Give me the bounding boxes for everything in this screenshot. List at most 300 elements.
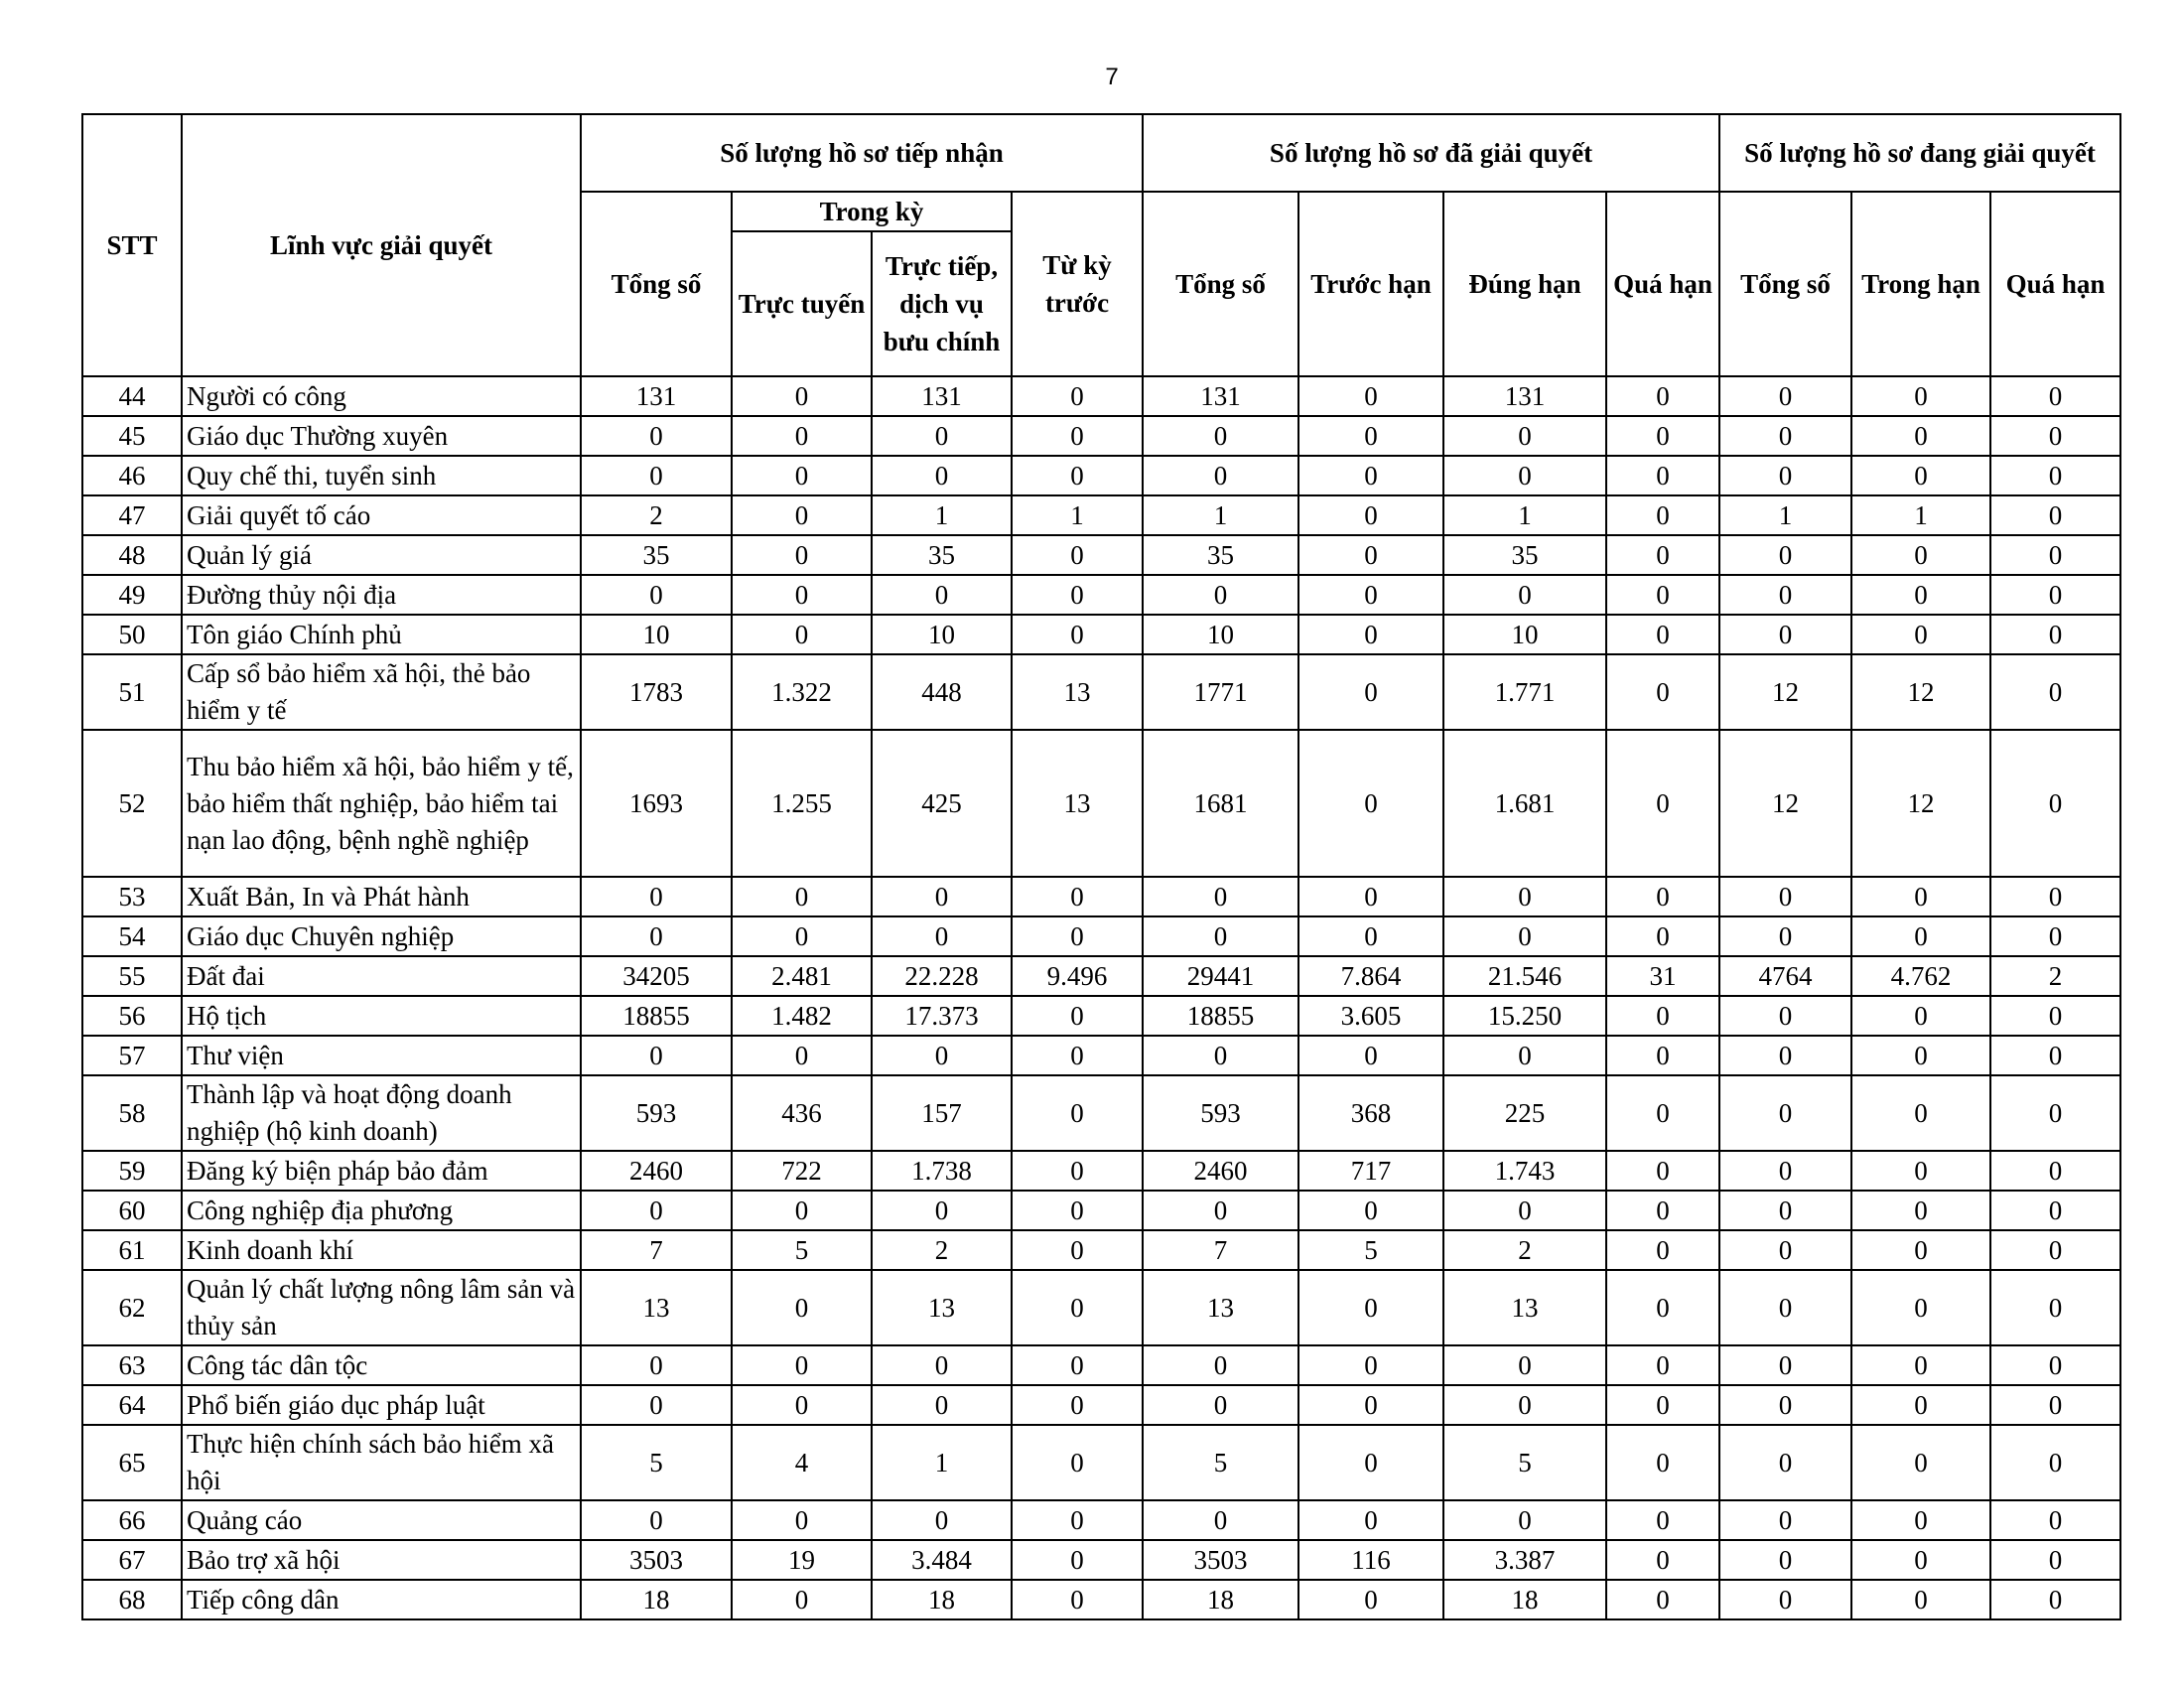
cell-from-previous: 1 <box>1012 495 1143 535</box>
cell-online: 19 <box>732 1540 872 1580</box>
cell-on-time: 0 <box>1443 916 1606 956</box>
cell-pending-overdue: 0 <box>1990 1500 2120 1540</box>
cell-resolved-total: 3503 <box>1143 1540 1298 1580</box>
cell-received-total: 18 <box>581 1580 732 1619</box>
table-row <box>82 916 2120 956</box>
cell-within-deadline: 4.762 <box>1851 956 1990 996</box>
cell-stt: 46 <box>82 456 182 495</box>
cell-stt: 60 <box>82 1191 182 1230</box>
cell-online: 0 <box>732 1036 872 1075</box>
cell-online: 0 <box>732 877 872 916</box>
cell-direct-postal: 10 <box>872 615 1012 654</box>
cell-online: 0 <box>732 535 872 575</box>
table-body <box>82 376 2120 1619</box>
cell-online: 0 <box>732 1270 872 1345</box>
cell-pending-overdue: 0 <box>1990 1075 2120 1151</box>
cell-on-time: 5 <box>1443 1425 1606 1500</box>
cell-field: Người có công <box>182 376 581 416</box>
cell-from-previous: 0 <box>1012 1230 1143 1270</box>
cell-direct-postal: 0 <box>872 916 1012 956</box>
cell-resolved-total: 0 <box>1143 877 1298 916</box>
cell-stt: 48 <box>82 535 182 575</box>
cell-online: 0 <box>732 916 872 956</box>
cell-on-time: 21.546 <box>1443 956 1606 996</box>
cell-overdue: 0 <box>1606 1580 1719 1619</box>
cell-resolved-total: 0 <box>1143 916 1298 956</box>
cell-stt: 64 <box>82 1385 182 1425</box>
cell-on-time: 1.681 <box>1443 730 1606 877</box>
cell-from-previous: 0 <box>1012 1500 1143 1540</box>
cell-online: 2.481 <box>732 956 872 996</box>
cell-overdue: 0 <box>1606 575 1719 615</box>
cell-on-time: 35 <box>1443 535 1606 575</box>
cell-resolved-total: 593 <box>1143 1075 1298 1151</box>
cell-on-time: 131 <box>1443 376 1606 416</box>
cell-online: 0 <box>732 1500 872 1540</box>
cell-field: Thư viện <box>182 1036 581 1075</box>
cell-from-previous: 0 <box>1012 1345 1143 1385</box>
cell-pending-total: 4764 <box>1719 956 1851 996</box>
cell-before-deadline: 116 <box>1298 1540 1443 1580</box>
table-row <box>82 956 2120 996</box>
cell-resolved-total: 18855 <box>1143 996 1298 1036</box>
cell-online: 0 <box>732 456 872 495</box>
cell-pending-total: 0 <box>1719 1191 1851 1230</box>
cell-from-previous: 13 <box>1012 730 1143 877</box>
cell-pending-total: 0 <box>1719 456 1851 495</box>
cell-on-time: 0 <box>1443 1345 1606 1385</box>
cell-within-deadline: 0 <box>1851 877 1990 916</box>
cell-resolved-total: 35 <box>1143 535 1298 575</box>
cell-resolved-total: 0 <box>1143 1345 1298 1385</box>
cell-pending-total: 0 <box>1719 1345 1851 1385</box>
cell-resolved-total: 0 <box>1143 1385 1298 1425</box>
cell-stt: 44 <box>82 376 182 416</box>
cell-overdue: 0 <box>1606 376 1719 416</box>
cell-field: Tiếp công dân <box>182 1580 581 1619</box>
cell-pending-total: 0 <box>1719 1036 1851 1075</box>
cell-from-previous: 0 <box>1012 1191 1143 1230</box>
cell-from-previous: 0 <box>1012 1036 1143 1075</box>
cell-on-time: 1.743 <box>1443 1151 1606 1191</box>
cell-within-deadline: 12 <box>1851 730 1990 877</box>
cell-on-time: 0 <box>1443 1191 1606 1230</box>
cell-on-time: 15.250 <box>1443 996 1606 1036</box>
cell-on-time: 13 <box>1443 1270 1606 1345</box>
cell-on-time: 0 <box>1443 456 1606 495</box>
cell-field: Quy chế thi, tuyển sinh <box>182 456 581 495</box>
cell-within-deadline: 0 <box>1851 1345 1990 1385</box>
cell-pending-overdue: 0 <box>1990 654 2120 730</box>
cell-stt: 53 <box>82 877 182 916</box>
cell-field: Giáo dục Thường xuyên <box>182 416 581 456</box>
cell-online: 4 <box>732 1425 872 1500</box>
cell-pending-overdue: 0 <box>1990 1540 2120 1580</box>
header-resolved-total: Tổng số <box>1143 192 1298 376</box>
cell-pending-total: 0 <box>1719 535 1851 575</box>
cell-pending-total: 0 <box>1719 1580 1851 1619</box>
cell-overdue: 0 <box>1606 1270 1719 1345</box>
cell-on-time: 0 <box>1443 575 1606 615</box>
cell-before-deadline: 0 <box>1298 535 1443 575</box>
cell-before-deadline: 0 <box>1298 456 1443 495</box>
cell-online: 0 <box>732 495 872 535</box>
cell-within-deadline: 0 <box>1851 1500 1990 1540</box>
cell-on-time: 0 <box>1443 1500 1606 1540</box>
cell-pending-overdue: 0 <box>1990 1036 2120 1075</box>
cell-received-total: 0 <box>581 1191 732 1230</box>
cell-on-time: 3.387 <box>1443 1540 1606 1580</box>
cell-before-deadline: 0 <box>1298 495 1443 535</box>
cell-stt: 52 <box>82 730 182 877</box>
cell-field: Thu bảo hiểm xã hội, bảo hiểm y tế, bảo hiểm thất nghiệp, bảo hiểm tai nạn lao động, bệnh nghề nghiệp <box>182 730 581 877</box>
cell-field: Đường thủy nội địa <box>182 575 581 615</box>
cell-online: 1.482 <box>732 996 872 1036</box>
cell-received-total: 0 <box>581 1500 732 1540</box>
cell-stt: 56 <box>82 996 182 1036</box>
cell-overdue: 0 <box>1606 1385 1719 1425</box>
table-row <box>82 996 2120 1036</box>
cell-within-deadline: 0 <box>1851 1270 1990 1345</box>
cell-pending-total: 0 <box>1719 1230 1851 1270</box>
cell-on-time: 1 <box>1443 495 1606 535</box>
cell-within-deadline: 0 <box>1851 1036 1990 1075</box>
cell-before-deadline: 0 <box>1298 1270 1443 1345</box>
cell-received-total: 0 <box>581 1385 732 1425</box>
cell-received-total: 10 <box>581 615 732 654</box>
cell-pending-overdue: 0 <box>1990 916 2120 956</box>
cell-received-total: 0 <box>581 1036 732 1075</box>
cell-stt: 57 <box>82 1036 182 1075</box>
table-row <box>82 1540 2120 1580</box>
cell-field: Cấp sổ bảo hiểm xã hội, thẻ bảo hiểm y tế <box>182 654 581 730</box>
cell-before-deadline: 0 <box>1298 1580 1443 1619</box>
table-header <box>82 114 2120 376</box>
cell-pending-total: 0 <box>1719 1385 1851 1425</box>
cell-direct-postal: 13 <box>872 1270 1012 1345</box>
cell-within-deadline: 0 <box>1851 1540 1990 1580</box>
cell-field: Đăng ký biện pháp bảo đảm <box>182 1151 581 1191</box>
table-row <box>82 1191 2120 1230</box>
cell-from-previous: 0 <box>1012 1270 1143 1345</box>
cell-field: Bảo trợ xã hội <box>182 1540 581 1580</box>
header-resolved-group: Số lượng hồ sơ đã giải quyết <box>1143 114 1719 192</box>
table-row <box>82 615 2120 654</box>
cell-pending-overdue: 0 <box>1990 1580 2120 1619</box>
header-overdue: Quá hạn <box>1606 192 1719 376</box>
cell-direct-postal: 0 <box>872 416 1012 456</box>
cell-within-deadline: 0 <box>1851 376 1990 416</box>
cell-on-time: 18 <box>1443 1580 1606 1619</box>
table-row <box>82 877 2120 916</box>
table-row <box>82 730 2120 877</box>
cell-direct-postal: 0 <box>872 1345 1012 1385</box>
cell-stt: 68 <box>82 1580 182 1619</box>
cell-before-deadline: 0 <box>1298 376 1443 416</box>
cell-stt: 58 <box>82 1075 182 1151</box>
cell-stt: 61 <box>82 1230 182 1270</box>
cell-overdue: 0 <box>1606 1075 1719 1151</box>
table-row <box>82 416 2120 456</box>
cell-from-previous: 0 <box>1012 1580 1143 1619</box>
cell-pending-overdue: 0 <box>1990 456 2120 495</box>
cell-resolved-total: 0 <box>1143 416 1298 456</box>
cell-before-deadline: 0 <box>1298 1425 1443 1500</box>
cell-field: Công tác dân tộc <box>182 1345 581 1385</box>
cell-online: 436 <box>732 1075 872 1151</box>
cell-pending-total: 0 <box>1719 877 1851 916</box>
records-table <box>81 113 2121 1620</box>
cell-direct-postal: 157 <box>872 1075 1012 1151</box>
cell-within-deadline: 0 <box>1851 1580 1990 1619</box>
cell-received-total: 0 <box>581 916 732 956</box>
cell-from-previous: 0 <box>1012 1425 1143 1500</box>
cell-field: Giải quyết tố cáo <box>182 495 581 535</box>
cell-from-previous: 13 <box>1012 654 1143 730</box>
cell-before-deadline: 0 <box>1298 1500 1443 1540</box>
cell-pending-overdue: 0 <box>1990 996 2120 1036</box>
header-received-total: Tổng số <box>581 192 732 376</box>
cell-overdue: 0 <box>1606 1500 1719 1540</box>
cell-overdue: 0 <box>1606 730 1719 877</box>
cell-from-previous: 0 <box>1012 916 1143 956</box>
cell-from-previous: 0 <box>1012 456 1143 495</box>
cell-overdue: 0 <box>1606 1425 1719 1500</box>
cell-pending-overdue: 0 <box>1990 495 2120 535</box>
cell-on-time: 1.771 <box>1443 654 1606 730</box>
cell-online: 5 <box>732 1230 872 1270</box>
cell-resolved-total: 2460 <box>1143 1151 1298 1191</box>
header-pending-total: Tổng số <box>1719 192 1851 376</box>
cell-stt: 54 <box>82 916 182 956</box>
cell-resolved-total: 0 <box>1143 575 1298 615</box>
cell-received-total: 35 <box>581 535 732 575</box>
table-row <box>82 535 2120 575</box>
cell-from-previous: 0 <box>1012 877 1143 916</box>
cell-before-deadline: 0 <box>1298 1191 1443 1230</box>
cell-on-time: 0 <box>1443 1385 1606 1425</box>
cell-pending-total: 12 <box>1719 654 1851 730</box>
cell-received-total: 5 <box>581 1425 732 1500</box>
cell-before-deadline: 3.605 <box>1298 996 1443 1036</box>
cell-within-deadline: 0 <box>1851 416 1990 456</box>
header-in-period: Trong kỳ <box>732 192 1012 231</box>
cell-overdue: 0 <box>1606 654 1719 730</box>
cell-pending-total: 12 <box>1719 730 1851 877</box>
cell-before-deadline: 0 <box>1298 1036 1443 1075</box>
cell-direct-postal: 448 <box>872 654 1012 730</box>
cell-direct-postal: 1.738 <box>872 1151 1012 1191</box>
cell-from-previous: 0 <box>1012 1151 1143 1191</box>
cell-from-previous: 0 <box>1012 416 1143 456</box>
cell-received-total: 0 <box>581 575 732 615</box>
cell-before-deadline: 0 <box>1298 416 1443 456</box>
cell-pending-overdue: 2 <box>1990 956 2120 996</box>
cell-direct-postal: 425 <box>872 730 1012 877</box>
cell-on-time: 225 <box>1443 1075 1606 1151</box>
cell-pending-overdue: 0 <box>1990 1191 2120 1230</box>
cell-within-deadline: 0 <box>1851 1151 1990 1191</box>
cell-direct-postal: 17.373 <box>872 996 1012 1036</box>
cell-from-previous: 9.496 <box>1012 956 1143 996</box>
cell-from-previous: 0 <box>1012 615 1143 654</box>
cell-received-total: 593 <box>581 1075 732 1151</box>
cell-field: Thành lập và hoạt động doanh nghiệp (hộ kinh doanh) <box>182 1075 581 1151</box>
cell-pending-total: 0 <box>1719 416 1851 456</box>
cell-stt: 55 <box>82 956 182 996</box>
cell-within-deadline: 0 <box>1851 1425 1990 1500</box>
table-row <box>82 376 2120 416</box>
cell-pending-overdue: 0 <box>1990 1385 2120 1425</box>
cell-before-deadline: 0 <box>1298 1385 1443 1425</box>
cell-resolved-total: 13 <box>1143 1270 1298 1345</box>
cell-direct-postal: 18 <box>872 1580 1012 1619</box>
cell-resolved-total: 1771 <box>1143 654 1298 730</box>
cell-before-deadline: 0 <box>1298 1345 1443 1385</box>
cell-field: Quảng cáo <box>182 1500 581 1540</box>
cell-online: 0 <box>732 1345 872 1385</box>
header-field: Lĩnh vực giải quyết <box>182 114 581 376</box>
cell-pending-overdue: 0 <box>1990 615 2120 654</box>
cell-from-previous: 0 <box>1012 1385 1143 1425</box>
cell-pending-total: 0 <box>1719 1500 1851 1540</box>
cell-within-deadline: 0 <box>1851 615 1990 654</box>
cell-direct-postal: 0 <box>872 1385 1012 1425</box>
cell-within-deadline: 0 <box>1851 1191 1990 1230</box>
cell-overdue: 0 <box>1606 615 1719 654</box>
cell-on-time: 10 <box>1443 615 1606 654</box>
cell-field: Xuất Bản, In và Phát hành <box>182 877 581 916</box>
cell-pending-overdue: 0 <box>1990 1270 2120 1345</box>
cell-received-total: 3503 <box>581 1540 732 1580</box>
cell-overdue: 0 <box>1606 1036 1719 1075</box>
header-stt: STT <box>82 114 182 376</box>
cell-received-total: 1693 <box>581 730 732 877</box>
cell-resolved-total: 10 <box>1143 615 1298 654</box>
cell-received-total: 1783 <box>581 654 732 730</box>
cell-pending-total: 0 <box>1719 615 1851 654</box>
cell-within-deadline: 0 <box>1851 535 1990 575</box>
table-row <box>82 1075 2120 1151</box>
table-row <box>82 1036 2120 1075</box>
cell-pending-overdue: 0 <box>1990 1230 2120 1270</box>
cell-pending-overdue: 0 <box>1990 575 2120 615</box>
cell-pending-total: 0 <box>1719 1151 1851 1191</box>
cell-pending-total: 0 <box>1719 1075 1851 1151</box>
cell-overdue: 0 <box>1606 495 1719 535</box>
header-from-previous: Từ kỳ trước <box>1012 192 1143 376</box>
page-number: 7 <box>1105 64 1119 90</box>
cell-direct-postal: 0 <box>872 1036 1012 1075</box>
cell-field: Đất đai <box>182 956 581 996</box>
table-row <box>82 1385 2120 1425</box>
cell-stt: 45 <box>82 416 182 456</box>
cell-received-total: 7 <box>581 1230 732 1270</box>
cell-before-deadline: 0 <box>1298 877 1443 916</box>
table-row <box>82 1345 2120 1385</box>
cell-on-time: 0 <box>1443 877 1606 916</box>
table-row <box>82 1425 2120 1500</box>
cell-stt: 66 <box>82 1500 182 1540</box>
header-pending-overdue: Quá hạn <box>1990 192 2120 376</box>
cell-stt: 49 <box>82 575 182 615</box>
cell-online: 0 <box>732 615 872 654</box>
header-online: Trực tuyến <box>732 231 872 376</box>
cell-resolved-total: 0 <box>1143 1191 1298 1230</box>
table-row <box>82 456 2120 495</box>
cell-resolved-total: 0 <box>1143 1036 1298 1075</box>
cell-resolved-total: 131 <box>1143 376 1298 416</box>
cell-on-time: 0 <box>1443 1036 1606 1075</box>
cell-within-deadline: 0 <box>1851 996 1990 1036</box>
cell-pending-total: 0 <box>1719 996 1851 1036</box>
header-on-time: Đúng hạn <box>1443 192 1606 376</box>
cell-overdue: 0 <box>1606 1151 1719 1191</box>
cell-stt: 62 <box>82 1270 182 1345</box>
table-row <box>82 1580 2120 1619</box>
cell-from-previous: 0 <box>1012 376 1143 416</box>
cell-received-total: 2460 <box>581 1151 732 1191</box>
cell-online: 722 <box>732 1151 872 1191</box>
cell-pending-overdue: 0 <box>1990 730 2120 877</box>
cell-overdue: 0 <box>1606 996 1719 1036</box>
cell-direct-postal: 22.228 <box>872 956 1012 996</box>
cell-pending-total: 0 <box>1719 1540 1851 1580</box>
cell-before-deadline: 7.864 <box>1298 956 1443 996</box>
cell-received-total: 131 <box>581 376 732 416</box>
cell-direct-postal: 0 <box>872 456 1012 495</box>
cell-received-total: 0 <box>581 456 732 495</box>
cell-stt: 51 <box>82 654 182 730</box>
cell-field: Kinh doanh khí <box>182 1230 581 1270</box>
cell-within-deadline: 0 <box>1851 1385 1990 1425</box>
cell-field: Thực hiện chính sách bảo hiểm xã hội <box>182 1425 581 1500</box>
cell-online: 1.255 <box>732 730 872 877</box>
cell-field: Hộ tịch <box>182 996 581 1036</box>
cell-pending-total: 1 <box>1719 495 1851 535</box>
header-direct-postal: Trực tiếp, dịch vụ bưu chính <box>872 231 1012 376</box>
cell-overdue: 0 <box>1606 877 1719 916</box>
table-row <box>82 1270 2120 1345</box>
table-row <box>82 1230 2120 1270</box>
cell-received-total: 0 <box>581 877 732 916</box>
cell-online: 1.322 <box>732 654 872 730</box>
cell-direct-postal: 0 <box>872 1191 1012 1230</box>
cell-online: 0 <box>732 1580 872 1619</box>
cell-pending-total: 0 <box>1719 575 1851 615</box>
cell-direct-postal: 0 <box>872 575 1012 615</box>
cell-within-deadline: 0 <box>1851 1075 1990 1151</box>
cell-resolved-total: 0 <box>1143 1500 1298 1540</box>
cell-stt: 59 <box>82 1151 182 1191</box>
cell-before-deadline: 368 <box>1298 1075 1443 1151</box>
cell-received-total: 0 <box>581 1345 732 1385</box>
cell-pending-overdue: 0 <box>1990 877 2120 916</box>
cell-pending-overdue: 0 <box>1990 1425 2120 1500</box>
cell-within-deadline: 0 <box>1851 456 1990 495</box>
cell-received-total: 13 <box>581 1270 732 1345</box>
cell-overdue: 0 <box>1606 456 1719 495</box>
cell-pending-total: 0 <box>1719 1425 1851 1500</box>
header-within-deadline: Trong hạn <box>1851 192 1990 376</box>
table-row <box>82 654 2120 730</box>
cell-pending-overdue: 0 <box>1990 1345 2120 1385</box>
cell-stt: 67 <box>82 1540 182 1580</box>
cell-resolved-total: 1 <box>1143 495 1298 535</box>
cell-overdue: 0 <box>1606 1230 1719 1270</box>
cell-received-total: 18855 <box>581 996 732 1036</box>
cell-from-previous: 0 <box>1012 575 1143 615</box>
